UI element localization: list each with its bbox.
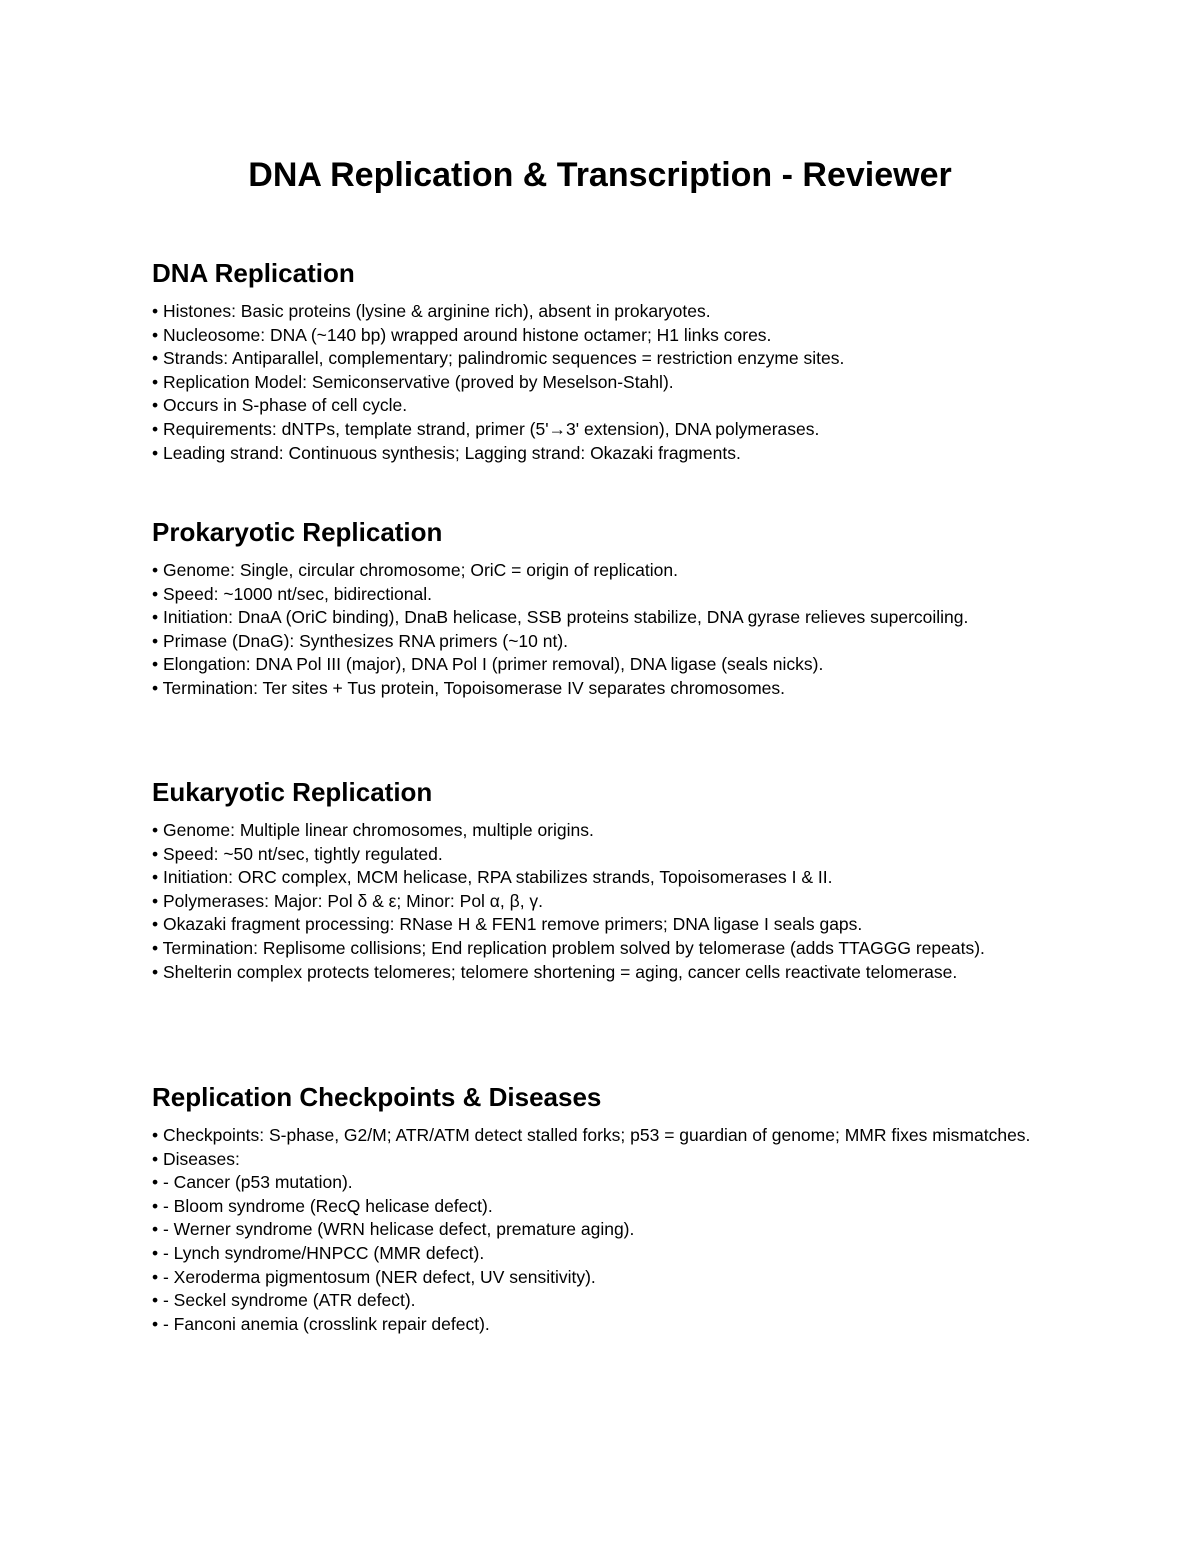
section-heading: Replication Checkpoints & Diseases — [152, 1082, 602, 1112]
list-item: • - Lynch syndrome/HNPCC (MMR defect). — [152, 1242, 485, 1263]
section-checkpoints-diseases — [152, 1080, 1032, 1336]
list-item: • Termination: Replisome collisions; End replication problem solved by telomerase (adds TTAGGG repeats). — [152, 937, 985, 958]
section-heading: Prokaryotic Replication — [152, 517, 443, 547]
list-item: • Leading strand: Continuous synthesis; Lagging strand: Okazaki fragments. — [152, 442, 741, 463]
section-heading: DNA Replication — [152, 258, 355, 288]
list-item: • - Werner syndrome (WRN helicase defect, premature aging). — [152, 1219, 635, 1240]
bullet-list — [152, 559, 1032, 701]
list-item: • - Fanconi anemia (crosslink repair defect). — [152, 1313, 490, 1334]
list-item: • Termination: Ter sites + Tus protein, Topoisomerase IV separates chromosomes. — [152, 677, 786, 698]
list-item: • Requirements: dNTPs, template strand, primer (5'→3' extension), DNA polymerases. — [152, 418, 820, 439]
list-item: • - Xeroderma pigmentosum (NER defect, UV sensitivity). — [152, 1266, 596, 1287]
list-item: • - Seckel syndrome (ATR defect). — [152, 1290, 416, 1311]
list-item: • Strands: Antiparallel, complementary; palindromic sequences = restriction enzyme sites. — [152, 348, 845, 369]
list-item: • Polymerases: Major: Pol δ & ε; Minor: Pol α, β, γ. — [152, 890, 544, 911]
bullet-list — [152, 300, 1032, 465]
list-item: • Elongation: DNA Pol III (major), DNA Pol I (primer removal), DNA ligase (seals nicks). — [152, 654, 824, 675]
section-prokaryotic-replication — [152, 515, 1032, 701]
bullet-list — [152, 819, 1032, 984]
section-dna-replication — [152, 256, 1032, 465]
list-item: • Replication Model: Semiconservative (proved by Meselson-Stahl). — [152, 371, 674, 392]
list-item: • Genome: Multiple linear chromosomes, multiple origins. — [152, 820, 594, 840]
list-item: • - Cancer (p53 mutation). — [152, 1172, 353, 1193]
list-item: • Checkpoints: S-phase, G2/M; ATR/ATM detect stalled forks; p53 = guardian of genome; MMR fixes mismatches. — [152, 1125, 1031, 1145]
page-title: DNA Replication & Transcription - Reviewer — [248, 156, 952, 194]
list-item: • Occurs in S-phase of cell cycle. — [152, 395, 408, 416]
list-item: • Diseases: — [152, 1148, 240, 1169]
list-item: • Initiation: DnaA (OriC binding), DnaB helicase, SSB proteins stabilize, DNA gyrase relieves supercoiling. — [152, 607, 969, 628]
list-item: • Genome: Single, circular chromosome; OriC = origin of replication. — [152, 560, 678, 580]
section-eukaryotic-replication — [152, 775, 1032, 984]
list-item: • Speed: ~50 nt/sec, tightly regulated. — [152, 843, 443, 864]
list-item: • - Bloom syndrome (RecQ helicase defect). — [152, 1195, 493, 1216]
section-heading: Eukaryotic Replication — [152, 777, 433, 807]
list-item: • Speed: ~1000 nt/sec, bidirectional. — [152, 583, 432, 604]
list-item: • Initiation: ORC complex, MCM helicase, RPA stabilizes strands, Topoisomerases I & II. — [152, 867, 833, 888]
list-item: • Primase (DnaG): Synthesizes RNA primers (~10 nt). — [152, 630, 569, 651]
list-item: • Nucleosome: DNA (~140 bp) wrapped around histone octamer; H1 links cores. — [152, 324, 772, 345]
list-item: • Shelterin complex protects telomeres; telomere shortening = aging, cancer cells reactivate telomerase. — [152, 961, 958, 982]
bullet-list — [152, 1124, 1032, 1336]
list-item: • Histones: Basic proteins (lysine & arginine rich), absent in prokaryotes. — [152, 301, 711, 321]
list-item: • Okazaki fragment processing: RNase H & FEN1 remove primers; DNA ligase I seals gaps. — [152, 914, 863, 935]
